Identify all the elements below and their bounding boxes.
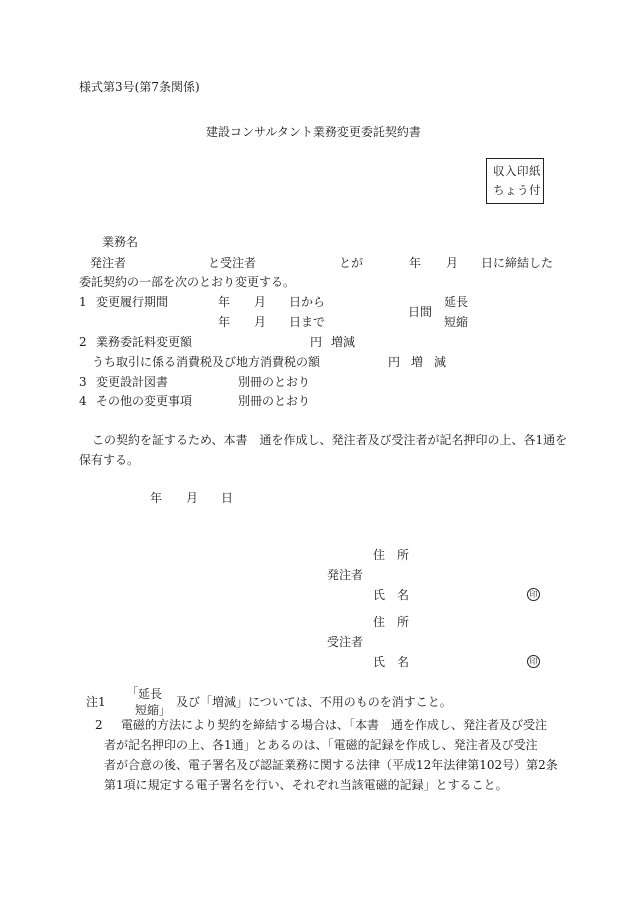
note1-extend: 延長 — [138, 687, 163, 701]
note1-shorten: 短縮 — [135, 703, 160, 717]
orderer-seal-icon: 印 — [527, 588, 540, 601]
date-day: 日 — [221, 491, 234, 505]
item2-label: 業務委託料変更額 — [96, 335, 193, 349]
item1-year-from: 年 — [218, 295, 231, 309]
orderer-address-label: 住 所 — [373, 548, 410, 562]
revenue-stamp-box — [486, 158, 544, 204]
note2-line4: 第1項に規定する電子署名を行い、それぞれ当該電磁的記録」とすること。 — [104, 778, 508, 792]
note1-label: 注1 — [86, 695, 106, 709]
contractor-connector: と受注者 — [208, 256, 257, 270]
intro-concluded: 日に締結した — [481, 256, 554, 270]
date-year: 年 — [150, 491, 163, 505]
contractor-signature-label: 受注者 — [327, 635, 364, 649]
business-name-label: 業務名 — [102, 235, 139, 249]
item1-from: 日から — [289, 295, 326, 309]
item1-number: 1 — [79, 295, 87, 309]
contractor-address-label: 住 所 — [373, 615, 410, 629]
item2-tax-label: うち取引に係る消費税及び地方消費税の額 — [92, 355, 321, 369]
item1-label: 変更履行期間 — [96, 295, 169, 309]
item2-tax-yen: 円 — [388, 355, 401, 369]
proof-line2: 保有する。 — [79, 453, 140, 467]
orderer-name-label: 氏 名 — [373, 588, 410, 602]
item4-number: 4 — [79, 394, 87, 408]
contractor-name-label: 氏 名 — [373, 655, 410, 669]
item1-extend: 延長 — [444, 295, 469, 309]
item4-value: 別冊のとおり — [238, 394, 311, 408]
item3-label: 変更設計図書 — [96, 375, 169, 389]
intro-month: 月 — [446, 256, 459, 270]
note2-line2: 者が記名押印の上、各1通」とあるのは、「電磁的記録を作成し、発注者及び受注 — [104, 738, 538, 752]
document-title: 建設コンサルタント業務変更委託契約書 — [206, 125, 421, 139]
item1-days: 日間 — [408, 305, 433, 319]
item1-month-to: 月 — [254, 315, 267, 329]
item2-number: 2 — [79, 335, 87, 349]
note2-line1: 電磁的方法により契約を締結する場合は、「本書 通を作成し、発注者及び受注 — [121, 718, 548, 732]
item3-number: 3 — [79, 375, 87, 389]
item1-month-from: 月 — [254, 295, 267, 309]
orderer-signature-label: 発注者 — [327, 568, 364, 582]
orderer-label: 発注者 — [90, 256, 127, 270]
item3-value: 別冊のとおり — [238, 375, 311, 389]
intro-year: 年 — [409, 256, 422, 270]
item2-yen: 円 — [310, 335, 323, 349]
item2-tax-increase: 増 — [411, 355, 424, 369]
item1-shorten: 短縮 — [444, 315, 469, 329]
note1-bracket-open: 「 — [127, 685, 139, 699]
contractor-seal-icon: 印 — [527, 655, 540, 668]
proof-line1: この契約を証するため、本書 通を作成し、発注者及び受注者が記名押印の上、各1通を — [92, 433, 568, 447]
stamp-label-2: ちょう付 — [493, 183, 541, 197]
item1-year-to: 年 — [218, 315, 231, 329]
intro-line2: 委託契約の一部を次のとおり変更する。 — [79, 275, 296, 289]
date-month: 月 — [186, 491, 199, 505]
stamp-label-1: 収入印紙 — [493, 164, 541, 178]
note1-bracket-close: 」 — [159, 703, 171, 717]
item2-tax-decrease: 減 — [434, 355, 447, 369]
note2-line3: 者が合意の後、電子署名及び認証業務に関する法律（平成12年法律第102号）第2条 — [104, 758, 558, 772]
ga-connector: とが — [339, 256, 364, 270]
form-number: 様式第3号(第7条関係) — [79, 80, 200, 94]
note1-text: 及び「増減」については、不用のものを消すこと。 — [176, 695, 452, 709]
item2-increase-decrease: 増減 — [331, 335, 356, 349]
item1-to: 日まで — [289, 315, 326, 329]
note2-number: 2 — [95, 718, 103, 732]
item4-label: その他の変更事項 — [96, 394, 193, 408]
